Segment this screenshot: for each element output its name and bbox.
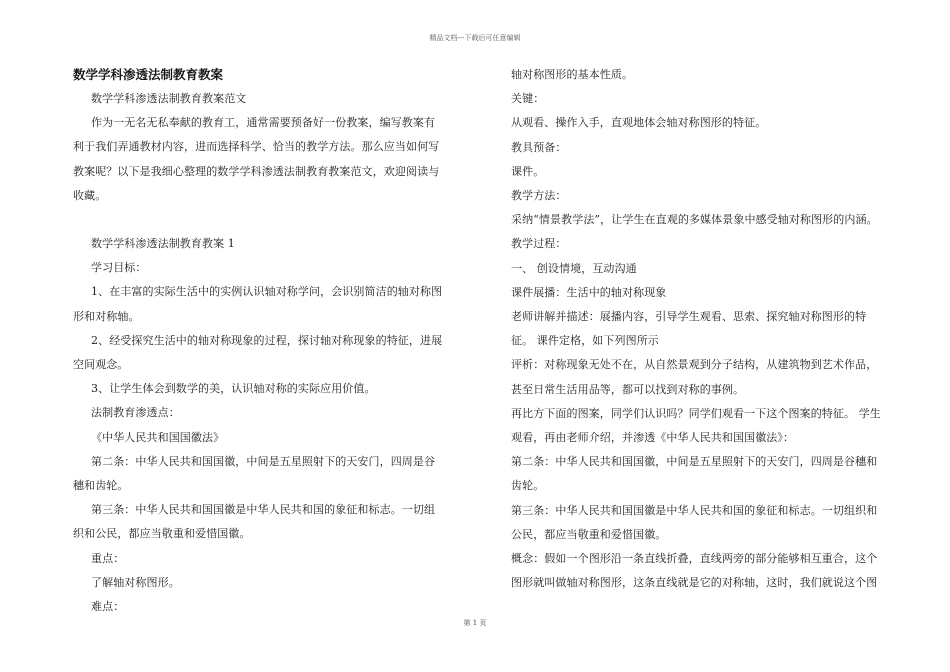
paragraph: 作为一无名无私奉献的教育工，通常需要预备好一份教案，编写教案有利于我们弄通教材内容，进而选择科学、恰当的教学方法。那么应当如何写教案呢？以下是我细心整理的数学学科渗透法制教育教案范文，欢迎阅读与收藏。 — [73, 116, 440, 202]
paragraph: 采纳“情景教学法”，让学生在直观的多媒体景象中感受轴对称图形的内涵。 教学过程： — [511, 213, 878, 251]
paragraph: 法制教育渗透点： — [91, 406, 180, 420]
paragraph: 难点： — [91, 600, 125, 614]
right-paragraphs — [511, 63, 883, 595]
paragraph: 老师讲解并描述：展播内容，引导学生观看、思索、探究轴对称图形的特征。 课件定格，如下列图所示 — [511, 310, 867, 348]
document-title: 数学学科渗透法制教育教案 — [73, 67, 224, 82]
paragraph: 学习目标： — [91, 261, 147, 275]
paragraph: 第三条：中华人民共和国国徽是中华人民共和国的象征和标志。一切组织和公民，都应当敬重和爱惜国徽。 — [511, 503, 878, 541]
paragraph: 3、让学生体会到数学的美，认识轴对称的实际应用价值。 — [91, 382, 376, 396]
paragraph: 第二条：中华人民共和国国徽，中间是五星照射下的天安门，四周是谷穗和齿轮。 — [511, 455, 878, 493]
right-column — [511, 63, 883, 595]
paragraph: 第三条：中华人民共和国国徽是中华人民共和国的象征和标志。一切组织和公民，都应当敬重和爱惜国徽。 — [73, 503, 436, 541]
paragraph: 从观看、操作入手，直观地体会轴对称图形的特征。 — [511, 116, 767, 130]
page-number: 第 1 页 — [463, 619, 487, 627]
paragraph: 评析：对称现象无处不在，从自然景观到分子结构，从建筑物到艺术作品，甚至日常生活用品等，都可以找到对称的事例。 — [511, 358, 878, 396]
paragraph: 一、 创设情境，互动沟通 — [511, 261, 637, 275]
paragraph: 教学方法： — [511, 189, 567, 203]
paragraph: 数学学科渗透法制教育教案范文 — [91, 92, 247, 105]
left-column — [73, 63, 445, 619]
paragraph: 教具预备： — [511, 140, 567, 154]
paragraph: 数学学科渗透法制教育教案 1 — [91, 237, 235, 251]
paragraph: 课件。 — [511, 164, 545, 178]
paragraph: 2、经受探究生活中的轴对称现象的过程，探讨轴对称现象的特征，进展空间观念。 — [73, 333, 443, 372]
paragraph: 了解轴对称图形。 — [91, 575, 180, 589]
left-paragraphs — [73, 87, 445, 619]
paragraph: 再比方下面的图案，同学们认识吗？同学们观看一下这个图案的特征。 学生观看，再由老师介绍，并渗透《中华人民共和国国徽法》： — [511, 406, 881, 445]
paragraph: 轴对称图形的基本性质。 — [511, 68, 634, 81]
paragraph: 关键： — [511, 92, 545, 106]
paragraph: 课件展播：生活中的轴对称现象 — [511, 285, 667, 299]
paragraph-gap — [73, 208, 445, 232]
paragraph: 概念：假如一个图形沿一条直线折叠，直线两旁的部分能够相互重合，这个图形就叫做轴对称图形，这条直线就是它的对称轴，这时，我们就说这个图 — [511, 552, 878, 590]
paragraph: 第二条：中华人民共和国国徽，中间是五星照射下的天安门，四周是谷穗和齿轮。 — [73, 454, 436, 493]
paragraph: 1、在丰富的实际生活中的实例认识轴对称学问，会识别简洁的轴对称图形和对称轴。 — [73, 285, 443, 323]
paragraph: 重点： — [91, 551, 125, 565]
paragraph: 《中华人民共和国国徽法》 — [91, 430, 225, 444]
page-header: 精品文档---下载后可任意编辑 — [429, 34, 521, 42]
